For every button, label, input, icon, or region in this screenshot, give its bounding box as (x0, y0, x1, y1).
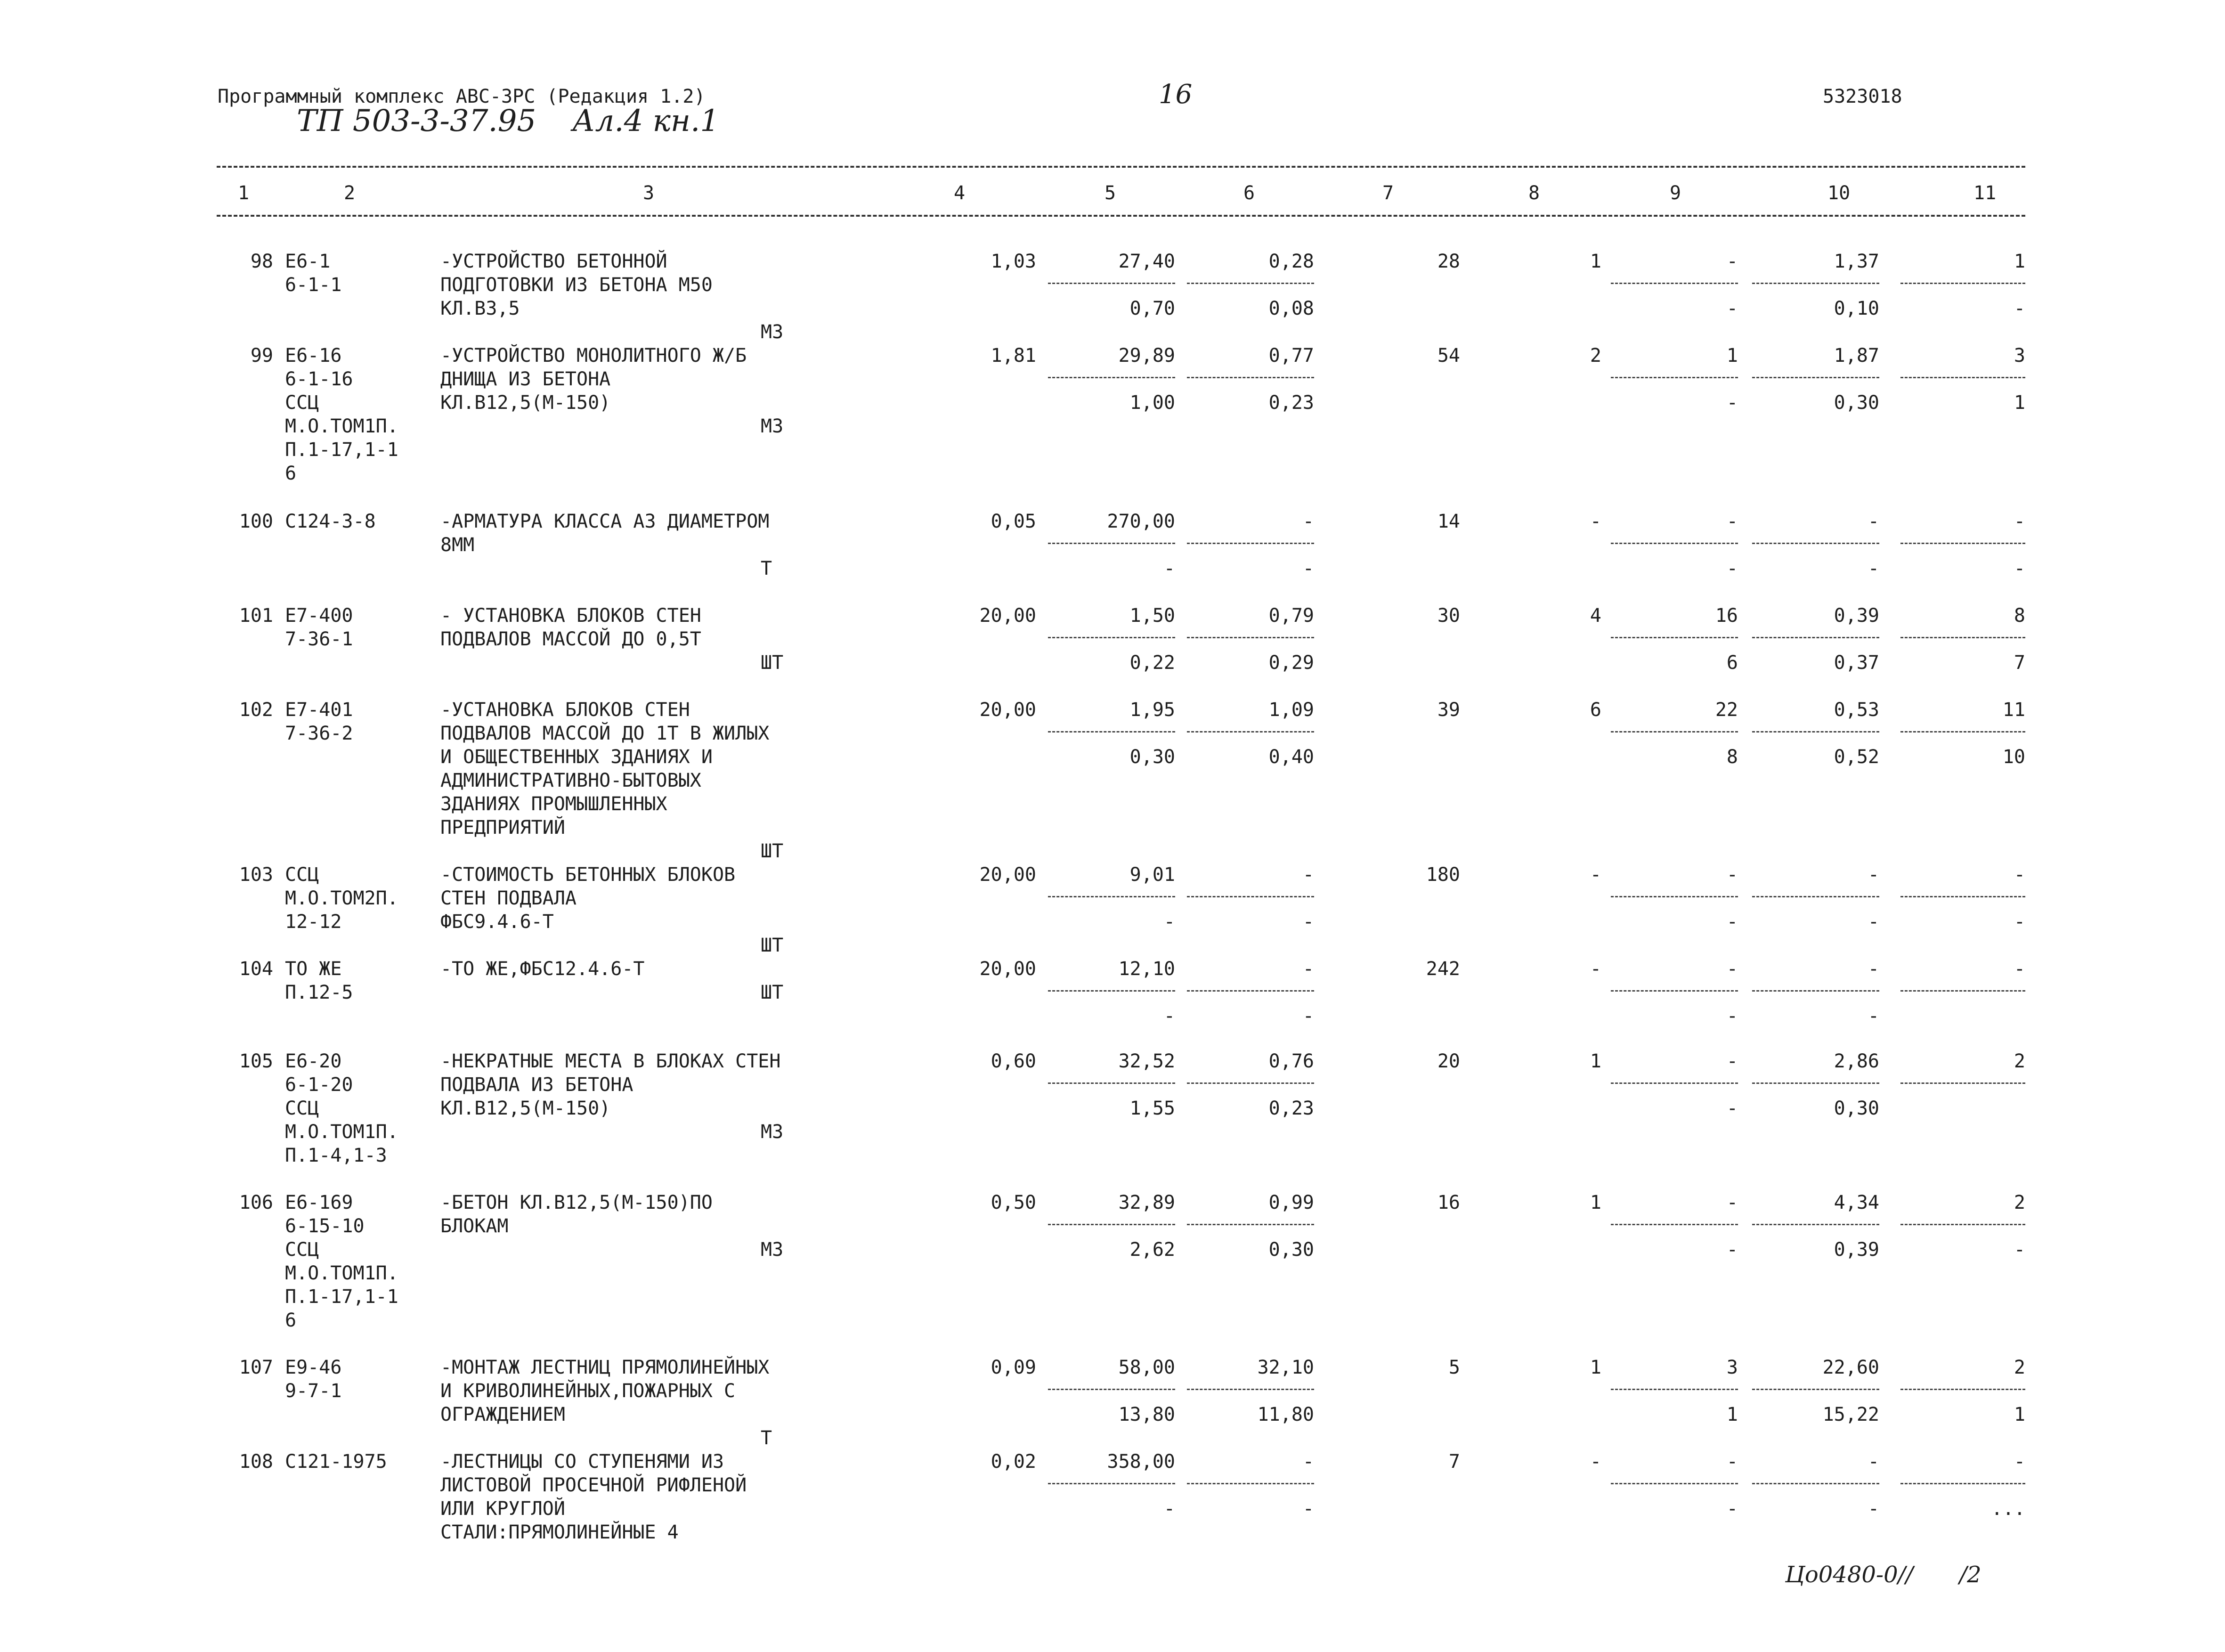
col11-bottom: 1 (2014, 1404, 2025, 1425)
col5-bottom: 0,30 (1129, 746, 1175, 768)
col5-top: 12,10 (1118, 958, 1175, 980)
row-description: -СТОИМОСТЬ БЕТОННЫХ БЛОКОВ СТЕН ПОДВАЛА ФБС9.4.6-Т (440, 864, 736, 933)
program-title: Программный комплекс АВС-ЗРС (Редакция 1.2) (218, 86, 706, 107)
col10-divider (1752, 990, 1879, 992)
col11-bottom: ... (1991, 1498, 2025, 1520)
col5-top: 1,50 (1129, 605, 1175, 627)
col9-divider (1611, 990, 1738, 992)
col5-divider (1048, 283, 1175, 284)
col10-bottom: 0,52 (1834, 746, 1879, 768)
col8-value: 2 (1590, 345, 1601, 366)
col5-top: 32,89 (1118, 1192, 1175, 1213)
col9-divider (1611, 377, 1738, 378)
col7-value: 39 (1437, 699, 1460, 721)
col5-top: 27,40 (1118, 251, 1175, 272)
col11-divider (1900, 543, 2025, 544)
col10-divider (1752, 1224, 1879, 1225)
col10-top: - (1868, 958, 1879, 980)
row-number: 106 (239, 1192, 273, 1213)
header-bottom-rule (217, 215, 2025, 217)
col9-bottom: 8 (1726, 746, 1738, 768)
col9-divider (1611, 1224, 1738, 1225)
col6-top: 0,76 (1268, 1050, 1314, 1072)
col5-bottom: 2,62 (1129, 1239, 1175, 1261)
row-unit: ШТ (761, 935, 784, 956)
column-header-1: 1 (238, 182, 250, 204)
col9-top: - (1726, 1050, 1738, 1072)
col7-value: 28 (1437, 251, 1460, 272)
col5-divider (1048, 731, 1175, 732)
col11-bottom: 7 (2014, 652, 2025, 674)
col9-divider (1611, 1082, 1738, 1084)
col11-bottom: - (2014, 911, 2025, 933)
col6-bottom: 0,08 (1268, 298, 1314, 319)
row-qty: 20,00 (979, 605, 1036, 627)
col5-bottom: 1,00 (1129, 392, 1175, 414)
col5-divider (1048, 377, 1175, 378)
col10-divider (1752, 637, 1879, 638)
column-header-8: 8 (1528, 182, 1540, 204)
col6-top: 0,79 (1268, 605, 1314, 627)
col10-bottom: 0,10 (1834, 298, 1879, 319)
handwritten-project-code: ТП 503-3-37.95 (297, 104, 536, 138)
row-code: Е7-400 7-36-1 (285, 605, 353, 650)
col6-bottom: 0,23 (1268, 392, 1314, 414)
col10-divider (1752, 377, 1879, 378)
row-number: 102 (239, 699, 273, 721)
col10-bottom: 0,37 (1834, 652, 1879, 674)
row-code: Е6-169 6-15-10 ССЦ М.О.ТОМ1П. П.1-17,1-1 6 (285, 1192, 398, 1331)
col10-top: - (1868, 511, 1879, 532)
row-unit: М3 (761, 321, 784, 343)
col5-top: 1,95 (1129, 699, 1175, 721)
col7-value: 54 (1437, 345, 1460, 366)
col5-bottom: - (1163, 558, 1175, 579)
col11-top: - (2014, 864, 2025, 886)
col9-top: - (1726, 511, 1738, 532)
col10-divider (1752, 731, 1879, 732)
col10-bottom: - (1868, 911, 1879, 933)
row-number: 100 (239, 511, 273, 532)
row-description: -АРМАТУРА КЛАССА А3 ДИАМЕТРОМ 8ММ (440, 511, 770, 556)
col10-bottom: 15,22 (1822, 1404, 1879, 1425)
col6-bottom: 11,80 (1257, 1404, 1314, 1425)
top-rule (217, 166, 2025, 168)
col5-top: 270,00 (1107, 511, 1175, 532)
col6-divider (1187, 896, 1314, 897)
row-qty: 20,00 (979, 864, 1036, 886)
col6-divider (1187, 731, 1314, 732)
col9-top: - (1726, 1451, 1738, 1473)
row-number: 103 (239, 864, 273, 886)
col5-top: 358,00 (1107, 1451, 1175, 1473)
col7-value: 30 (1437, 605, 1460, 627)
col5-top: 29,89 (1118, 345, 1175, 366)
col11-top: 1 (2014, 251, 2025, 272)
col9-top: 1 (1726, 345, 1738, 366)
row-unit: Т (761, 1427, 772, 1449)
row-number: 98 (250, 251, 273, 272)
col5-divider (1048, 1389, 1175, 1390)
col11-divider (1900, 637, 2025, 638)
col7-value: 20 (1437, 1050, 1460, 1072)
handwritten-footer-mark: /2 (1959, 1562, 1981, 1588)
col5-bottom: 0,22 (1129, 652, 1175, 674)
col9-divider (1611, 283, 1738, 284)
col9-bottom: - (1726, 1498, 1738, 1520)
col8-value: - (1590, 1451, 1601, 1473)
col8-value: 1 (1590, 1357, 1601, 1378)
col5-divider (1048, 637, 1175, 638)
row-code: ТО ЖЕ П.12-5 (285, 958, 353, 1003)
column-header-11: 11 (1973, 182, 1997, 204)
col9-top: 16 (1715, 605, 1738, 627)
col8-value: - (1590, 958, 1601, 980)
col11-divider (1900, 990, 2025, 992)
col6-top: 0,77 (1268, 345, 1314, 366)
col8-value: 6 (1590, 699, 1601, 721)
col6-top: 0,99 (1268, 1192, 1314, 1213)
col6-top: 1,09 (1268, 699, 1314, 721)
col6-bottom: 0,40 (1268, 746, 1314, 768)
col11-top: 2 (2014, 1357, 2025, 1378)
col8-value: - (1590, 511, 1601, 532)
row-code: С121-1975 (285, 1451, 387, 1473)
row-unit: М3 (761, 1239, 784, 1261)
col11-top: - (2014, 1451, 2025, 1473)
col5-top: 32,52 (1118, 1050, 1175, 1072)
col8-value: 1 (1590, 1050, 1601, 1072)
col7-value: 180 (1426, 864, 1460, 886)
col6-bottom: - (1302, 1498, 1314, 1520)
row-unit: ШТ (761, 652, 784, 674)
col9-divider (1611, 1483, 1738, 1484)
row-code: Е7-401 7-36-2 (285, 699, 353, 744)
row-unit: М3 (761, 1121, 784, 1143)
col6-divider (1187, 543, 1314, 544)
col5-bottom: - (1163, 1498, 1175, 1520)
col6-divider (1187, 1224, 1314, 1225)
col6-divider (1187, 1082, 1314, 1084)
row-code: Е6-20 6-1-20 ССЦ М.О.ТОМ1П. П.1-4,1-3 (285, 1050, 398, 1166)
handwritten-album-ref: Ал.4 кн.1 (572, 104, 720, 138)
col8-value: 4 (1590, 605, 1601, 627)
handwritten-footer-note: Цо0480-0// (1785, 1562, 1914, 1588)
col6-bottom: - (1302, 1005, 1314, 1027)
col7-value: 242 (1426, 958, 1460, 980)
col11-divider (1900, 731, 2025, 732)
col11-bottom: - (2014, 558, 2025, 579)
col10-top: 2,86 (1834, 1050, 1879, 1072)
row-description: - УСТАНОВКА БЛОКОВ СТЕН ПОДВАЛОВ МАССОЙ ДО 0,5Т (440, 605, 701, 650)
col6-divider (1187, 637, 1314, 638)
col6-bottom: 0,29 (1268, 652, 1314, 674)
col10-divider (1752, 543, 1879, 544)
col5-divider (1048, 990, 1175, 992)
col6-bottom: 0,30 (1268, 1239, 1314, 1261)
col7-value: 16 (1437, 1192, 1460, 1213)
col6-bottom: - (1302, 558, 1314, 579)
col9-divider (1611, 731, 1738, 732)
column-header-7: 7 (1382, 182, 1394, 204)
col9-divider (1611, 1389, 1738, 1390)
col10-top: 1,87 (1834, 345, 1879, 366)
col6-divider (1187, 1389, 1314, 1390)
col11-top: 8 (2014, 605, 2025, 627)
col9-bottom: - (1726, 392, 1738, 414)
col9-divider (1611, 637, 1738, 638)
col10-bottom: - (1868, 1498, 1879, 1520)
col10-top: 1,37 (1834, 251, 1879, 272)
col6-top: - (1302, 511, 1314, 532)
col9-top: - (1726, 864, 1738, 886)
column-header-4: 4 (954, 182, 966, 204)
row-code: С124-3-8 (285, 511, 376, 532)
row-description: -НЕКРАТНЫЕ МЕСТА В БЛОКАХ СТЕН ПОДВАЛА ИЗ БЕТОНА КЛ.В12,5(М-150) (440, 1050, 781, 1119)
col8-value: 1 (1590, 251, 1601, 272)
col11-divider (1900, 377, 2025, 378)
col6-divider (1187, 283, 1314, 284)
col5-divider (1048, 1082, 1175, 1084)
col10-divider (1752, 1082, 1879, 1084)
page-number: 16 (1159, 79, 1193, 110)
row-qty: 20,00 (979, 699, 1036, 721)
col10-bottom: 0,39 (1834, 1239, 1879, 1261)
row-number: 107 (239, 1357, 273, 1378)
column-header-5: 5 (1104, 182, 1116, 204)
col9-top: 22 (1715, 699, 1738, 721)
col7-value: 5 (1448, 1357, 1460, 1378)
col9-bottom: - (1726, 298, 1738, 319)
col9-bottom: 1 (1726, 1404, 1738, 1425)
col5-bottom: 1,55 (1129, 1098, 1175, 1119)
col6-divider (1187, 1483, 1314, 1484)
col8-value: 1 (1590, 1192, 1601, 1213)
column-header-row (0, 181, 2225, 205)
row-qty: 0,50 (991, 1192, 1036, 1213)
col11-top: 11 (2002, 699, 2025, 721)
col6-top: - (1302, 1451, 1314, 1473)
col9-top: 3 (1726, 1357, 1738, 1378)
col10-top: 0,39 (1834, 605, 1879, 627)
col9-top: - (1726, 251, 1738, 272)
col6-top: 0,28 (1268, 251, 1314, 272)
col9-bottom: 6 (1726, 652, 1738, 674)
col9-top: - (1726, 1192, 1738, 1213)
col5-bottom: - (1163, 1005, 1175, 1027)
col10-top: 0,53 (1834, 699, 1879, 721)
row-description: -ЛЕСТНИЦЫ СО СТУПЕНЯМИ ИЗ ЛИСТОВОЙ ПРОСЕЧНОЙ РИФЛЕНОЙ ИЛИ КРУГЛОЙ СТАЛИ:ПРЯМОЛИНЕЙНЫЕ 4 (440, 1451, 747, 1543)
col6-bottom: 0,23 (1268, 1098, 1314, 1119)
row-unit: ШТ (761, 840, 784, 862)
row-number: 99 (250, 345, 273, 366)
col10-divider (1752, 1389, 1879, 1390)
row-qty: 20,00 (979, 958, 1036, 980)
row-qty: 0,05 (991, 511, 1036, 532)
row-number: 101 (239, 605, 273, 627)
col7-value: 7 (1448, 1451, 1460, 1473)
col10-top: 4,34 (1834, 1192, 1879, 1213)
col11-top: 2 (2014, 1192, 2025, 1213)
column-header-9: 9 (1670, 182, 1681, 204)
row-description: -ТО ЖЕ,ФБС12.4.6-Т (440, 958, 645, 980)
col9-divider (1611, 896, 1738, 897)
row-unit: Т (761, 558, 772, 579)
col7-value: 14 (1437, 511, 1460, 532)
col11-divider (1900, 1224, 2025, 1225)
col8-value: - (1590, 864, 1601, 886)
col11-bottom: 1 (2014, 392, 2025, 414)
row-qty: 0,09 (991, 1357, 1036, 1378)
col9-bottom: - (1726, 911, 1738, 933)
col5-top: 9,01 (1129, 864, 1175, 886)
row-unit: М3 (761, 415, 784, 437)
column-header-10: 10 (1827, 182, 1851, 204)
col5-divider (1048, 543, 1175, 544)
col6-top: - (1302, 864, 1314, 886)
col11-bottom: - (2014, 1239, 2025, 1261)
row-number: 108 (239, 1451, 273, 1473)
col5-divider (1048, 896, 1175, 897)
col10-divider (1752, 283, 1879, 284)
row-qty: 1,03 (991, 251, 1036, 272)
col5-top: 58,00 (1118, 1357, 1175, 1378)
col11-divider (1900, 896, 2025, 897)
col5-bottom: 0,70 (1129, 298, 1175, 319)
row-unit: ШТ (761, 982, 784, 1003)
col5-bottom: - (1163, 911, 1175, 933)
row-number: 105 (239, 1050, 273, 1072)
col10-top: - (1868, 864, 1879, 886)
row-description: -МОНТАЖ ЛЕСТНИЦ ПРЯМОЛИНЕЙНЫХ И КРИВОЛИНЕЙНЫХ,ПОЖАРНЫХ С ОГРАЖДЕНИЕМ (440, 1357, 770, 1425)
col9-top: - (1726, 958, 1738, 980)
row-qty: 0,02 (991, 1451, 1036, 1473)
col10-bottom: 0,30 (1834, 1098, 1879, 1119)
col11-top: 2 (2014, 1050, 2025, 1072)
col11-divider (1900, 1483, 2025, 1484)
row-description: -УСТАНОВКА БЛОКОВ СТЕН ПОДВАЛОВ МАССОЙ ДО 1Т В ЖИЛЫХ И ОБЩЕСТВЕННЫХ ЗДАНИЯХ И АДМИНИСТРАТИВНО-БЫТОВЫХ ЗДАНИЯХ ПРОМЫШЛЕННЫХ ПРЕДПРИЯТИЙ (440, 699, 770, 838)
row-qty: 0,60 (991, 1050, 1036, 1072)
col11-bottom: - (2014, 298, 2025, 319)
column-header-6: 6 (1243, 182, 1255, 204)
col9-bottom: - (1726, 1005, 1738, 1027)
col11-top: 3 (2014, 345, 2025, 366)
col9-divider (1611, 543, 1738, 544)
col10-bottom: 0,30 (1834, 392, 1879, 414)
row-code: Е9-46 9-7-1 (285, 1357, 342, 1402)
col11-divider (1900, 1389, 2025, 1390)
document-code: 5323018 (1823, 86, 1902, 107)
col10-divider (1752, 1483, 1879, 1484)
col9-bottom: - (1726, 558, 1738, 579)
row-qty: 1,81 (991, 345, 1036, 366)
column-header-3: 3 (643, 182, 655, 204)
col11-divider (1900, 283, 2025, 284)
col11-top: - (2014, 511, 2025, 532)
column-header-2: 2 (344, 182, 356, 204)
row-code: Е6-16 6-1-16 ССЦ М.О.ТОМ1П. П.1-17,1-1 6 (285, 345, 398, 484)
col6-divider (1187, 990, 1314, 992)
col5-divider (1048, 1483, 1175, 1484)
col10-bottom: - (1868, 558, 1879, 579)
col5-bottom: 13,80 (1118, 1404, 1175, 1425)
col10-divider (1752, 896, 1879, 897)
col11-top: - (2014, 958, 2025, 980)
row-description: -БЕТОН КЛ.В12,5(М-150)ПО БЛОКАМ (440, 1192, 713, 1237)
col11-divider (1900, 1082, 2025, 1084)
col6-divider (1187, 377, 1314, 378)
col9-bottom: - (1726, 1098, 1738, 1119)
row-code: ССЦ М.О.ТОМ2П. 12-12 (285, 864, 398, 933)
row-number: 104 (239, 958, 273, 980)
col10-bottom: - (1868, 1005, 1879, 1027)
row-description: -УСТРОЙСТВО БЕТОННОЙ ПОДГОТОВКИ ИЗ БЕТОНА М50 КЛ.В3,5 (440, 251, 713, 319)
col6-bottom: - (1302, 911, 1314, 933)
row-description: -УСТРОЙСТВО МОНОЛИТНОГО Ж/Б ДНИЩА ИЗ БЕТОНА КЛ.В12,5(М-150) (440, 345, 747, 414)
col6-top: - (1302, 958, 1314, 980)
col9-bottom: - (1726, 1239, 1738, 1261)
row-code: Е6-1 6-1-1 (285, 251, 342, 296)
col10-top: - (1868, 1451, 1879, 1473)
col10-top: 22,60 (1822, 1357, 1879, 1378)
col5-divider (1048, 1224, 1175, 1225)
col11-bottom: 10 (2002, 746, 2025, 768)
col6-top: 32,10 (1257, 1357, 1314, 1378)
